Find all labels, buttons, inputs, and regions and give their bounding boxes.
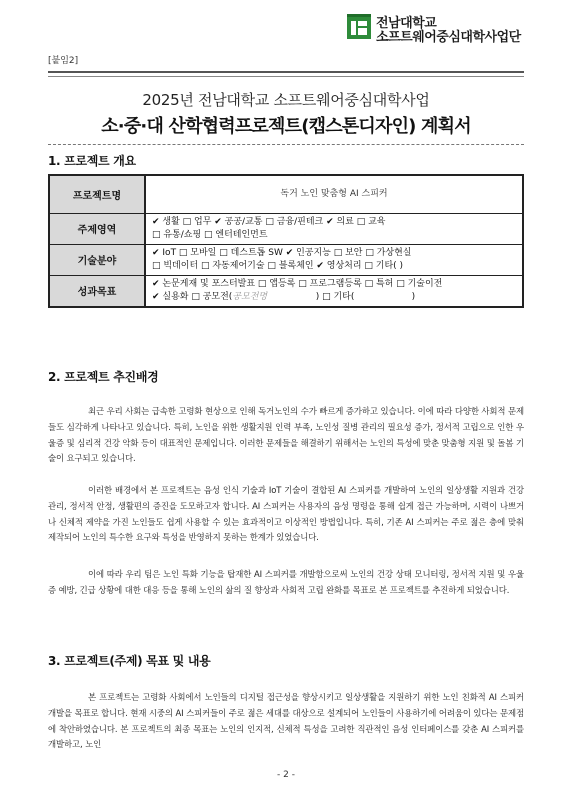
table-row <box>49 275 523 307</box>
goal-line-contest <box>152 291 516 304</box>
project-overview-table <box>48 174 524 308</box>
document-title-line1: 2025년 전남대학교 소프트웨어중심대학사업 <box>142 91 430 109</box>
logo-mark-icon <box>346 14 372 40</box>
topic-area-line: □ 유통/쇼핑 □ 엔터테인먼트 <box>152 229 268 240</box>
logo-text-university: 전남대학교 <box>376 16 437 31</box>
page-number: - 2 - <box>277 770 295 780</box>
contest-name-placeholder: 공모전명 <box>232 291 268 302</box>
table-row <box>49 175 523 213</box>
background-paragraph-3 <box>48 567 524 599</box>
background-paragraph-2 <box>48 483 524 546</box>
tech-field-line: ✔ IoT □ 모바일 □ 데스트톱 SW ✔ 인공지능 □ 보안 □ 가상현실 <box>152 247 412 258</box>
tech-field-options <box>145 244 523 275</box>
tech-field-line: □ 빅데이터 □ 자동제어기술 □ 블록체인 ✔ 영상처리 □ 기타( ) <box>152 260 404 271</box>
row-label-goals: 성과목표 <box>49 275 145 307</box>
paragraph-text: 이러한 배경에서 본 프로젝트는 음성 인식 기술과 IoT 기술이 결합된 AI 스피커를 개발하여 노인의 일상생활 지원과 건강관리, 정서적 안정, 생활편의 증진을 도모하고자 합니다. AI 스피커는 사용자의 음성 명령을 통해 쉽게 접근 가능하며, 시력이 나쁘거나 신체적 제약을 가진 노인들도 쉽게 사용할 수 있는 효과적이고 이상적인 방법입니다. 특히, 기존 AI 스피커는 주로 젊은 층에 맞춰 제작되어 노인의 특수한 요구와 특성을 반영하지 못하는 한계가 있었습니다. <box>48 485 524 543</box>
paragraph-text: 이에 따라 우리 팀은 노인 특화 기능을 탑재한 AI 스피커를 개발함으로써 노인의 건강 상태 모니터링, 정서적 지원 및 우울증 예방, 긴급 상황에 대한 대응 등을 통해 노인의 삶의 질 향상과 사회적 고립 완화를 목표로 본 프로젝트를 추진하게 되었습니다. <box>48 569 524 595</box>
document-title-line2: 소·중·대 산학협력프로젝트(캡스톤디자인) 계획서 <box>101 116 471 137</box>
title-divider <box>48 144 524 145</box>
table-row <box>49 213 523 244</box>
goal-line-suffix: ) □ 기타( ) <box>267 291 416 302</box>
goal-options <box>145 275 523 307</box>
goal-line-prefix: ✔ 실용화 □ 공모전( <box>152 291 233 302</box>
attachment-label: [붙임2] <box>48 56 79 66</box>
university-logo <box>346 12 546 46</box>
section-heading-background: 2. 프로젝트 추진배경 <box>48 370 159 384</box>
row-label-tech-field: 기술분야 <box>49 244 145 275</box>
section-heading-goals: 3. 프로젝트(주제) 목표 및 내용 <box>48 654 211 668</box>
project-name-text: 독거 노인 맞춤형 AI 스피커 <box>280 188 388 199</box>
row-label-topic-area: 주제영역 <box>49 213 145 244</box>
logo-text-department: 소프트웨어중심대학사업단 <box>376 30 521 45</box>
paragraph-text: 최근 우리 사회는 급속한 고령화 현상으로 인해 독거노인의 수가 빠르게 증가하고 있습니다. 이에 따라 다양한 사회적 문제들도 심각하게 나타나고 있습니다. 특히, 노인을 위한 생활지원 인력 부족, 노인성 질병 관리의 필요성 증가, 정서적 고립으로 인한 우울증 및 심리적 건강 악화 등이 대표적인 문제입니다. 이러한 문제들을 해결하기 위해서는 노인의 특성에 맞춘 맞춤형 지원 및 돌봄 기술이 요구되고 있습니다. <box>48 406 524 464</box>
section-heading-overview: 1. 프로젝트 개요 <box>48 154 136 168</box>
table-row <box>49 244 523 275</box>
topic-area-line: ✔ 생활 □ 업무 ✔ 공공/교통 □ 금융/핀테크 ✔ 의료 □ 교육 <box>152 216 386 227</box>
project-name-value <box>145 175 523 213</box>
row-label-project-name: 프로젝트명 <box>49 175 145 213</box>
header-rule-thin <box>48 76 524 77</box>
goals-paragraph-1 <box>48 690 524 753</box>
goal-line: ✔ 논문게재 및 포스터발표 □ 앱등록 □ 프로그램등록 □ 특허 □ 기술이전 <box>152 278 443 289</box>
background-paragraph-1 <box>48 404 524 467</box>
topic-area-options <box>145 213 523 244</box>
header-rule <box>48 71 524 73</box>
paragraph-text: 본 프로젝트는 고령화 사회에서 노인들의 디지털 접근성을 향상시키고 일상생활을 지원하기 위한 노인 친화적 AI 스피커 개발을 목표로 합니다. 현재 시중의 AI 스피커들이 주로 젊은 세대를 대상으로 설계되어 노인들이 사용하기에 어려움이 있다는 문제점에 착안하였습니다. 본 프로젝트의 최종 목표는 노인의 인지적, 신체적 특성을 고려한 직관적인 음성 인터페이스를 갖춘 AI 스피커를 개발하고, 노인 <box>48 692 524 750</box>
